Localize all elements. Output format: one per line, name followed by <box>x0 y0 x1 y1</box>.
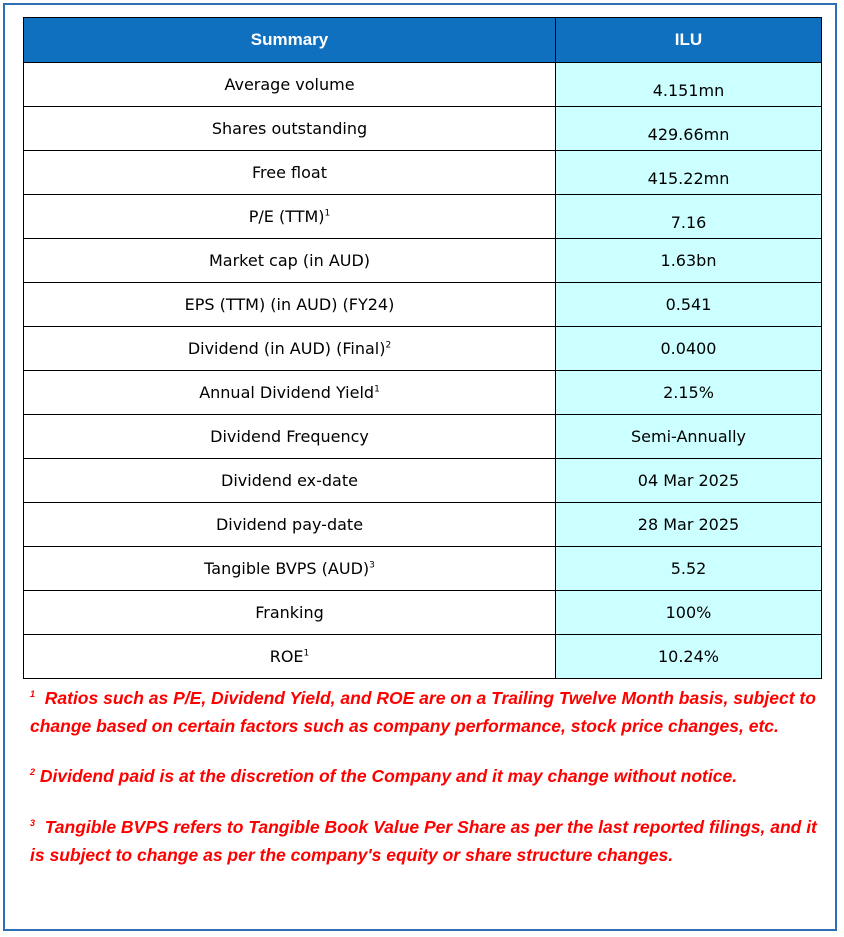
footnote-ref: 2 <box>385 340 392 351</box>
row-label: EPS (TTM) (in AUD) (FY24) <box>24 283 556 327</box>
row-label: Tangible BVPS (AUD)$^3$ <box>24 547 556 591</box>
footnote-text: Ratios such as P/E, Dividend Yield, and ROE are on a Trailing Twelve Month basis, subject to change based on certain factors such as company performance, stock price changes, etc. <box>30 688 816 736</box>
header-summary: Summary <box>24 18 556 63</box>
row-label: Average volume <box>24 63 556 107</box>
row-value: 0.0400 <box>556 327 822 371</box>
table-row <box>24 63 822 107</box>
row-value: 0.541 <box>556 283 822 327</box>
row-label: Dividend ex-date <box>24 459 556 503</box>
row-label: ROE$^1$ <box>24 635 556 679</box>
table-row <box>24 459 822 503</box>
table-row <box>24 371 822 415</box>
footnote-text: Tangible BVPS refers to Tangible Book Value Per Share as per the last reported filings, and it is subject to change as per the company's equity or share structure changes. <box>30 817 817 865</box>
footnotes <box>30 684 820 869</box>
row-value: 28 Mar 2025 <box>556 503 822 547</box>
footnote-text: Dividend paid is at the discretion of the Company and it may change without notice. <box>39 766 738 786</box>
row-label: Dividend (in AUD) (Final)$^2$ <box>24 327 556 371</box>
row-value: 1.63bn <box>556 239 822 283</box>
table-row <box>24 107 822 151</box>
footnote-marker: 1 <box>30 689 36 700</box>
table-row <box>24 547 822 591</box>
table-row <box>24 239 822 283</box>
footnote-3 <box>30 813 820 869</box>
row-value: 100% <box>556 591 822 635</box>
table-row <box>24 591 822 635</box>
table-row <box>24 151 822 195</box>
table-row <box>24 327 822 371</box>
footnote-2 <box>30 762 820 790</box>
summary-table <box>23 17 822 679</box>
row-label: Annual Dividend Yield$^1$ <box>24 371 556 415</box>
table-header-row <box>24 18 822 63</box>
row-value: Semi-Annually <box>556 415 822 459</box>
row-value: 10.24% <box>556 635 822 679</box>
row-label: Shares outstanding <box>24 107 556 151</box>
row-label: Free float <box>24 151 556 195</box>
footnote-ref: 1 <box>303 648 310 659</box>
row-value: 7.16 <box>556 195 822 239</box>
table-row <box>24 283 822 327</box>
footnote-marker: 2 <box>30 767 36 778</box>
footnote-ref: 1 <box>374 384 380 395</box>
footnote-ref: 1 <box>324 208 331 219</box>
row-label: Dividend pay-date <box>24 503 556 547</box>
footnote-ref: 3 <box>369 560 375 571</box>
row-value: 2.15% <box>556 371 822 415</box>
row-value: 04 Mar 2025 <box>556 459 822 503</box>
row-label: Franking <box>24 591 556 635</box>
row-label: Market cap (in AUD) <box>24 239 556 283</box>
row-label: P/E (TTM)$^1$ <box>24 195 556 239</box>
row-value: 5.52 <box>556 547 822 591</box>
footnote-1 <box>30 684 820 740</box>
row-value: 429.66mn <box>556 107 822 151</box>
footnote-marker: 3 <box>30 818 36 829</box>
header-ticker: ILU <box>556 18 822 63</box>
row-value: 415.22mn <box>556 151 822 195</box>
row-value: 4.151mn <box>556 63 822 107</box>
table-row <box>24 195 822 239</box>
row-label: Dividend Frequency <box>24 415 556 459</box>
table-row <box>24 635 822 679</box>
table-row <box>24 415 822 459</box>
table-row <box>24 503 822 547</box>
